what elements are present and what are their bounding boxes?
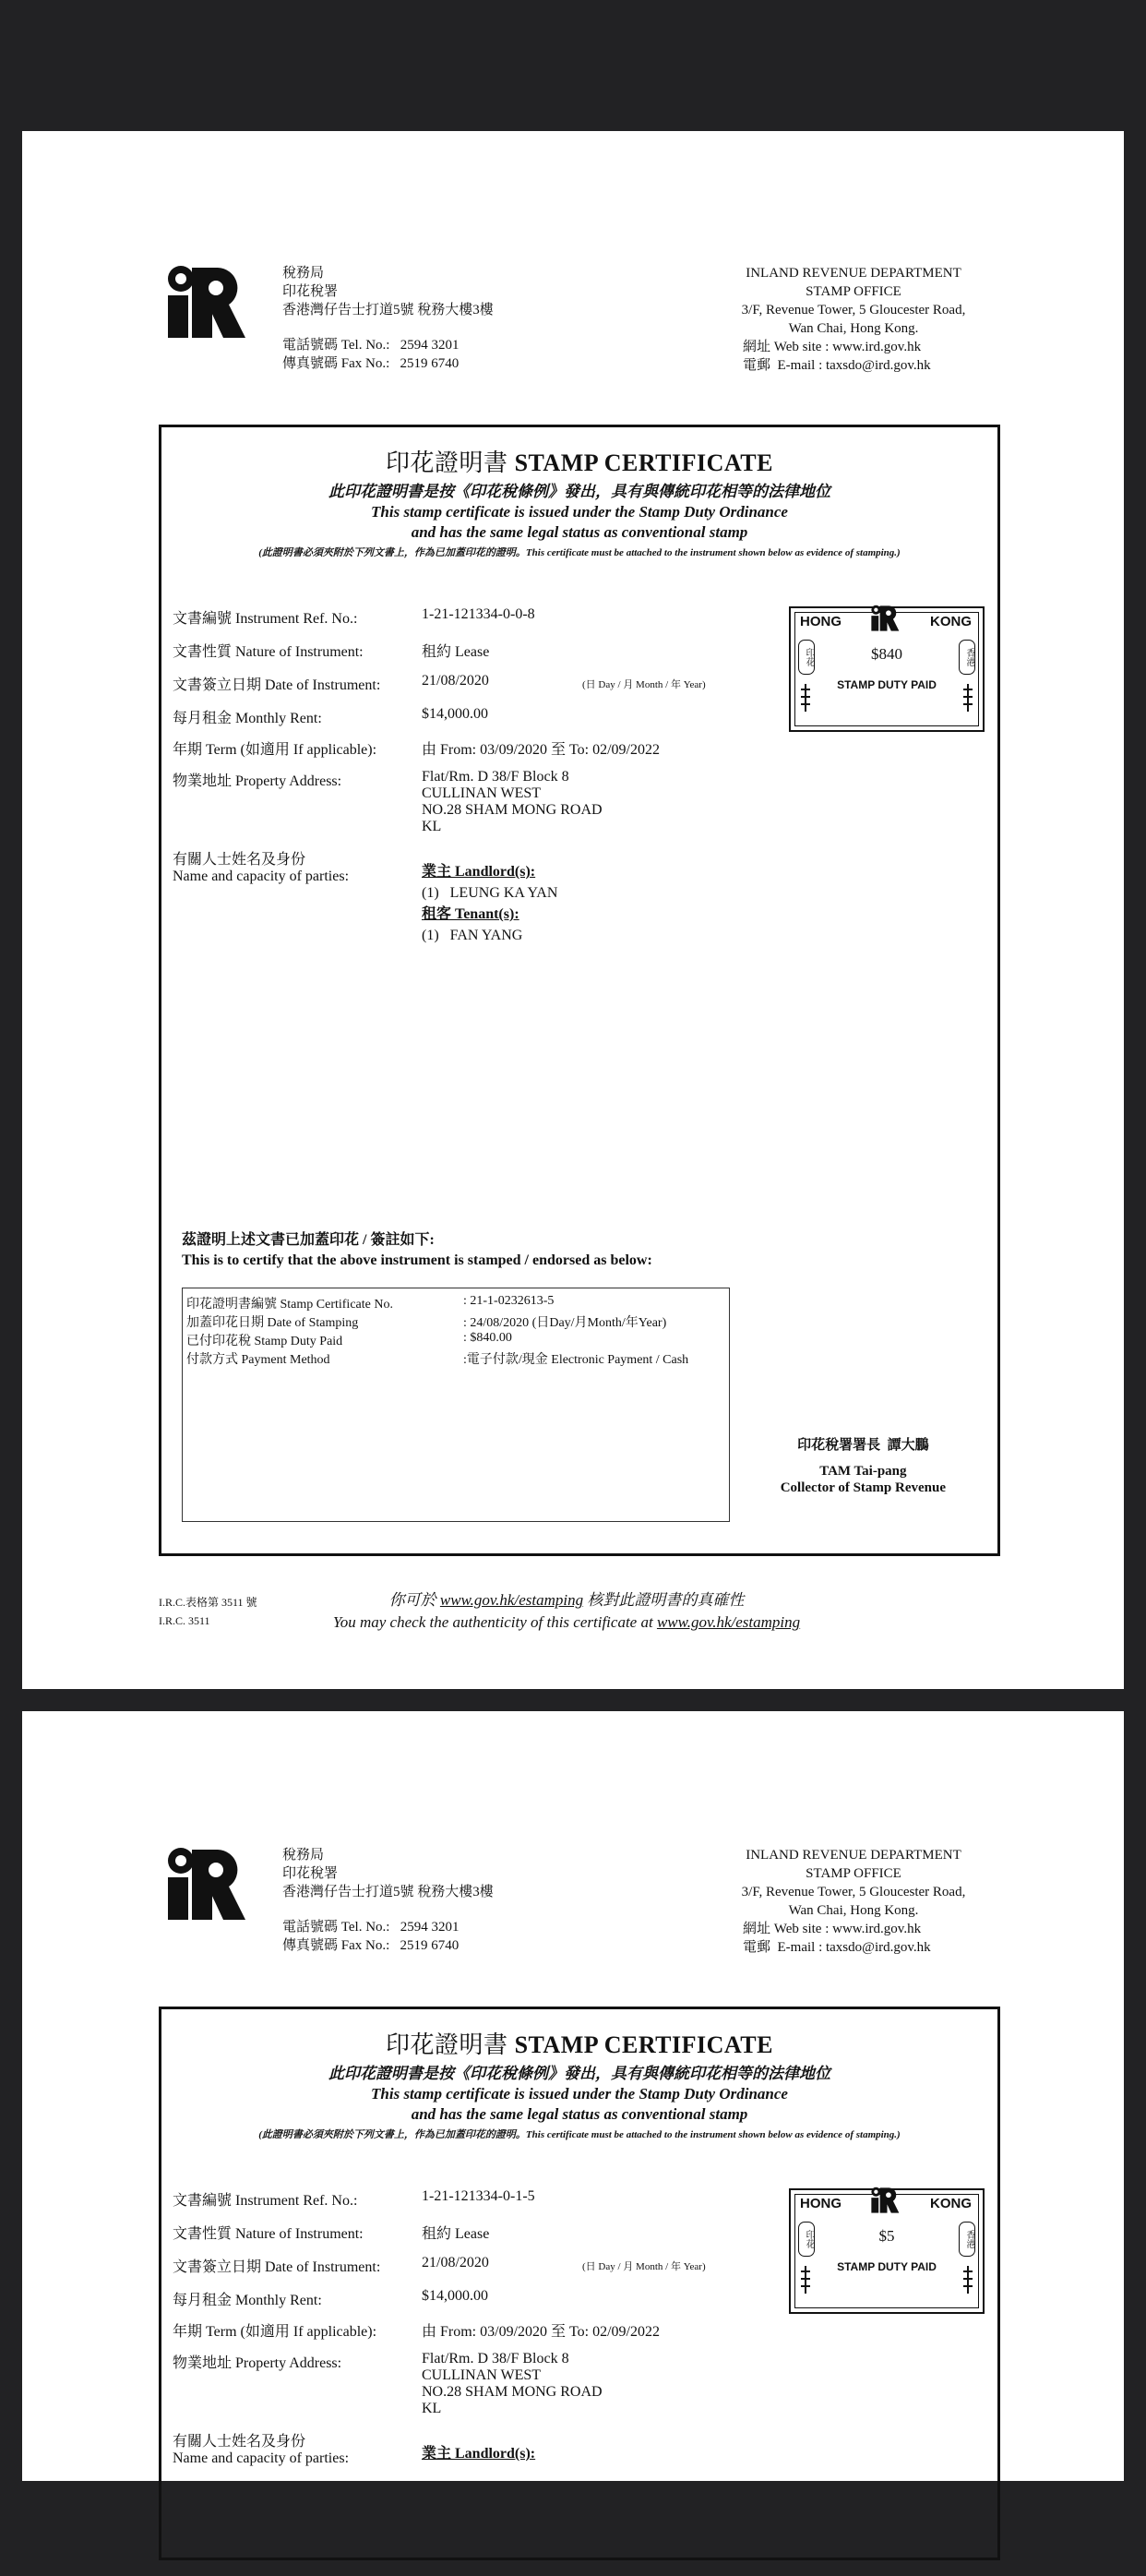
email: 電郵 E-mail : taxsdo@ird.gov.hk bbox=[743, 1940, 931, 1955]
stamp-hong: HONG bbox=[800, 614, 842, 629]
website: 網址 Web site : www.ird.gov.hk bbox=[743, 340, 922, 354]
check-en-pre: You may check the authenticity of this certificate at bbox=[332, 1613, 653, 1631]
collector-name: TAM Tai-pang bbox=[819, 1464, 907, 1479]
date-value: 21/08/2020 bbox=[422, 673, 489, 689]
address-line: NO.28 SHAM MONG ROAD bbox=[422, 2384, 603, 2400]
stamp-cert-no-value: : 21-1-0232613-5 bbox=[463, 1294, 555, 1308]
office-en: STAMP OFFICE bbox=[806, 284, 901, 299]
parties-label-zh: 有關人士姓名及身份 bbox=[173, 852, 306, 868]
header-left bbox=[282, 264, 494, 373]
rent-value: $14,000.00 bbox=[422, 2288, 488, 2304]
subtitle-en-1: This stamp certificate is issued under the Stamp Duty Ordinance bbox=[371, 503, 788, 521]
address-line: KL bbox=[422, 819, 442, 834]
ref-no-value: 1-21-121334-0-1-5 bbox=[422, 2188, 535, 2204]
duty-paid-value: : $840.00 bbox=[463, 1331, 512, 1345]
stamp-side-right: 香港 bbox=[959, 640, 975, 675]
property-label: 物業地址 Property Address: bbox=[173, 2355, 342, 2371]
address-line: Flat/Rm. D 38/F Block 8 bbox=[422, 2351, 569, 2366]
check-zh-post: 核對此證明書的真確性 bbox=[587, 1591, 745, 1609]
stamping-date-row bbox=[186, 1312, 667, 1331]
ref-no-value: 1-21-121334-0-0-8 bbox=[422, 606, 535, 622]
address-zh: 香港灣仔告士打道5號 稅務大樓3樓 bbox=[282, 303, 494, 318]
date-hint: (日 Day / 月 Month / 年 Year) bbox=[582, 679, 706, 690]
address-en-1: 3/F, Revenue Tower, 5 Gloucester Road, bbox=[741, 1885, 966, 1899]
dept-zh: 稅務局 bbox=[282, 1848, 325, 1863]
ird-mini-logo-icon bbox=[868, 605, 901, 632]
address-line: KL bbox=[422, 2401, 442, 2416]
stamp-side-left: 印花 bbox=[798, 640, 815, 675]
certificate-page-1 bbox=[22, 131, 1124, 1689]
duty-paid-label: 已付印花稅 Stamp Duty Paid bbox=[186, 1335, 343, 1348]
subtitle-en-2: and has the same legal status as conventional stamp bbox=[411, 2105, 748, 2123]
term-value: 由 From: 03/09/2020 至 To: 02/09/2022 bbox=[422, 2324, 661, 2340]
instrument-details bbox=[173, 2188, 763, 2576]
stamp-duty-stamp bbox=[789, 606, 985, 732]
stamp-paid-label: STAMP DUTY PAID bbox=[837, 2260, 937, 2273]
landlord-name: (1) LEUNG KA YAN bbox=[422, 885, 558, 901]
email: 電郵 E-mail : taxsdo@ird.gov.hk bbox=[743, 358, 931, 373]
duty-paid-row bbox=[186, 1331, 512, 1349]
office-en: STAMP OFFICE bbox=[806, 1866, 901, 1881]
knot-ornament-icon bbox=[961, 2266, 974, 2294]
collector-signature bbox=[781, 1437, 946, 1496]
parties-list bbox=[422, 2443, 535, 2464]
date-value: 21/08/2020 bbox=[422, 2255, 489, 2270]
certificate-box bbox=[159, 2007, 1000, 2560]
parties-label-en: Name and capacity of parties: bbox=[173, 869, 350, 884]
payment-label: 付款方式 Payment Method bbox=[186, 1353, 330, 1367]
term-label: 年期 Term (如適用 If applicable): bbox=[173, 742, 377, 758]
stamp-side-right: 香港 bbox=[959, 2222, 975, 2257]
instrument-details bbox=[173, 606, 763, 994]
address-en-2: Wan Chai, Hong Kong. bbox=[788, 321, 919, 336]
address-zh: 香港灣仔告士打道5號 稅務大樓3樓 bbox=[282, 1885, 494, 1899]
address-line: NO.28 SHAM MONG ROAD bbox=[422, 802, 603, 818]
stamp-cert-no-row bbox=[186, 1294, 555, 1312]
irc-en: I.R.C. 3511 bbox=[159, 1614, 210, 1627]
title-zh: 印花證明書 bbox=[386, 449, 508, 476]
rent-value: $14,000.00 bbox=[422, 706, 488, 722]
certificate-title bbox=[161, 2026, 997, 2060]
stamp-side-left: 印花 bbox=[798, 2222, 815, 2257]
title-zh: 印花證明書 bbox=[386, 2031, 508, 2058]
fax: 傳真號碼 Fax No.: 2519 6740 bbox=[282, 1938, 460, 1953]
authenticity-note bbox=[197, 1589, 936, 1634]
rent-label: 每月租金 Monthly Rent: bbox=[173, 2293, 322, 2308]
property-label: 物業地址 Property Address: bbox=[173, 773, 342, 789]
parties-label-zh: 有關人士姓名及身份 bbox=[173, 2434, 306, 2450]
rent-label: 每月租金 Monthly Rent: bbox=[173, 711, 322, 726]
header-right bbox=[724, 264, 983, 375]
ref-no-label: 文書編號 Instrument Ref. No.: bbox=[173, 2193, 358, 2209]
tenant-heading: 租客 Tenant(s): bbox=[422, 906, 519, 922]
term-value: 由 From: 03/09/2020 至 To: 02/09/2022 bbox=[422, 742, 661, 758]
website: 網址 Web site : www.ird.gov.hk bbox=[743, 1922, 922, 1936]
stamp-kong: KONG bbox=[930, 2196, 972, 2211]
stamp-kong: KONG bbox=[930, 614, 972, 629]
parties-label-en: Name and capacity of parties: bbox=[173, 2450, 350, 2466]
date-hint: (日 Day / 月 Month / 年 Year) bbox=[582, 2261, 706, 2272]
stamp-cert-no-label: 印花證明書編號 Stamp Certificate No. bbox=[186, 1298, 393, 1312]
office-zh: 印花稅署 bbox=[282, 1866, 339, 1881]
date-label: 文書簽立日期 Date of Instrument: bbox=[173, 2259, 381, 2275]
knot-ornament-icon bbox=[799, 684, 812, 712]
payment-row bbox=[186, 1349, 689, 1368]
nature-value: 租約 Lease bbox=[422, 644, 490, 660]
certificate-title bbox=[161, 444, 997, 478]
dept-en: INLAND REVENUE DEPARTMENT bbox=[746, 266, 961, 281]
header-left bbox=[282, 1846, 494, 1955]
stamping-date-value: : 24/08/2020 (日Day/月Month/年Year) bbox=[463, 1316, 667, 1330]
address-line: CULLINAN WEST bbox=[422, 2367, 542, 2383]
nature-label: 文書性質 Nature of Instrument: bbox=[173, 644, 364, 660]
payment-value: :電子付款/現金 Electronic Payment / Cash bbox=[463, 1353, 689, 1367]
collector-zh: 印花稅署署長 譚大鵬 bbox=[797, 1438, 929, 1453]
ird-logo bbox=[164, 1846, 247, 1923]
nature-label: 文書性質 Nature of Instrument: bbox=[173, 2226, 364, 2242]
dept-zh: 稅務局 bbox=[282, 266, 325, 281]
attach-note: (此證明書必須夾附於下列文書上，作為已加蓋印花的證明。This certificate must be attached to the instrument shown below as evidence of stamping.) bbox=[258, 2129, 901, 2140]
address-line: CULLINAN WEST bbox=[422, 785, 542, 801]
property-address bbox=[422, 2351, 603, 2417]
address-line: Flat/Rm. D 38/F Block 8 bbox=[422, 769, 569, 785]
certificate-page-2 bbox=[22, 1711, 1124, 2481]
tel: 電話號碼 Tel. No.: 2594 3201 bbox=[282, 338, 460, 353]
office-zh: 印花稅署 bbox=[282, 284, 339, 299]
ird-mini-logo-icon bbox=[868, 2187, 901, 2214]
ref-no-label: 文書編號 Instrument Ref. No.: bbox=[173, 611, 358, 627]
tenant-name: (1) FAN YANG bbox=[422, 928, 523, 943]
subtitle-en-2: and has the same legal status as conventional stamp bbox=[411, 523, 748, 541]
stamp-duty-stamp bbox=[789, 2188, 985, 2314]
dept-en: INLAND REVENUE DEPARTMENT bbox=[746, 1848, 961, 1863]
header-right bbox=[724, 1846, 983, 1957]
certify-zh: 茲證明上述文書已加蓋印花 / 簽註如下: bbox=[182, 1232, 435, 1248]
knot-ornament-icon bbox=[961, 684, 974, 712]
stamp-amount: $5 bbox=[878, 2227, 895, 2245]
subtitle-zh: 此印花證明書是按《印花稅條例》發出，具有與傳統印花相等的法律地位 bbox=[328, 483, 830, 500]
address-en-2: Wan Chai, Hong Kong. bbox=[788, 1903, 919, 1918]
date-label: 文書簽立日期 Date of Instrument: bbox=[173, 677, 381, 693]
check-zh-pre: 你可於 bbox=[388, 1591, 436, 1609]
certify-en: This is to certify that the above instrument is stamped / endorsed as below: bbox=[182, 1252, 652, 1268]
collector-title: Collector of Stamp Revenue bbox=[780, 1480, 946, 1495]
parties-list bbox=[422, 861, 557, 946]
estamping-link[interactable]: www.gov.hk/estamping bbox=[656, 1613, 801, 1631]
knot-ornament-icon bbox=[799, 2266, 812, 2294]
certify-statement bbox=[182, 1230, 652, 1271]
estamping-link[interactable]: www.gov.hk/estamping bbox=[439, 1591, 584, 1609]
subtitle-zh: 此印花證明書是按《印花稅條例》發出，具有與傳統印花相等的法律地位 bbox=[328, 2065, 830, 2082]
ird-logo bbox=[164, 264, 247, 341]
stamp-paid-label: STAMP DUTY PAID bbox=[837, 678, 937, 691]
address-en-1: 3/F, Revenue Tower, 5 Gloucester Road, bbox=[741, 303, 966, 318]
title-en: STAMP CERTIFICATE bbox=[514, 449, 773, 476]
landlord-heading: 業主 Landlord(s): bbox=[422, 2446, 536, 2462]
certificate-box bbox=[159, 425, 1000, 1556]
landlord-heading: 業主 Landlord(s): bbox=[422, 864, 536, 880]
tel: 電話號碼 Tel. No.: 2594 3201 bbox=[282, 1920, 460, 1935]
title-en: STAMP CERTIFICATE bbox=[514, 2031, 773, 2058]
property-address bbox=[422, 769, 603, 835]
irc-zh: I.R.C.表格第 3511 號 bbox=[159, 1596, 257, 1609]
attach-note: (此證明書必須夾附於下列文書上，作為已加蓋印花的證明。This certificate must be attached to the instrument shown below as evidence of stamping.) bbox=[258, 547, 901, 558]
stamp-hong: HONG bbox=[800, 2196, 842, 2211]
stamp-amount: $840 bbox=[871, 645, 902, 663]
fax: 傳真號碼 Fax No.: 2519 6740 bbox=[282, 356, 460, 371]
subtitle-en-1: This stamp certificate is issued under the Stamp Duty Ordinance bbox=[371, 2085, 788, 2103]
term-label: 年期 Term (如適用 If applicable): bbox=[173, 2324, 377, 2340]
stamping-date-label: 加蓋印花日期 Date of Stamping bbox=[186, 1316, 359, 1330]
nature-value: 租約 Lease bbox=[422, 2226, 490, 2242]
endorsement-box bbox=[182, 1288, 730, 1522]
